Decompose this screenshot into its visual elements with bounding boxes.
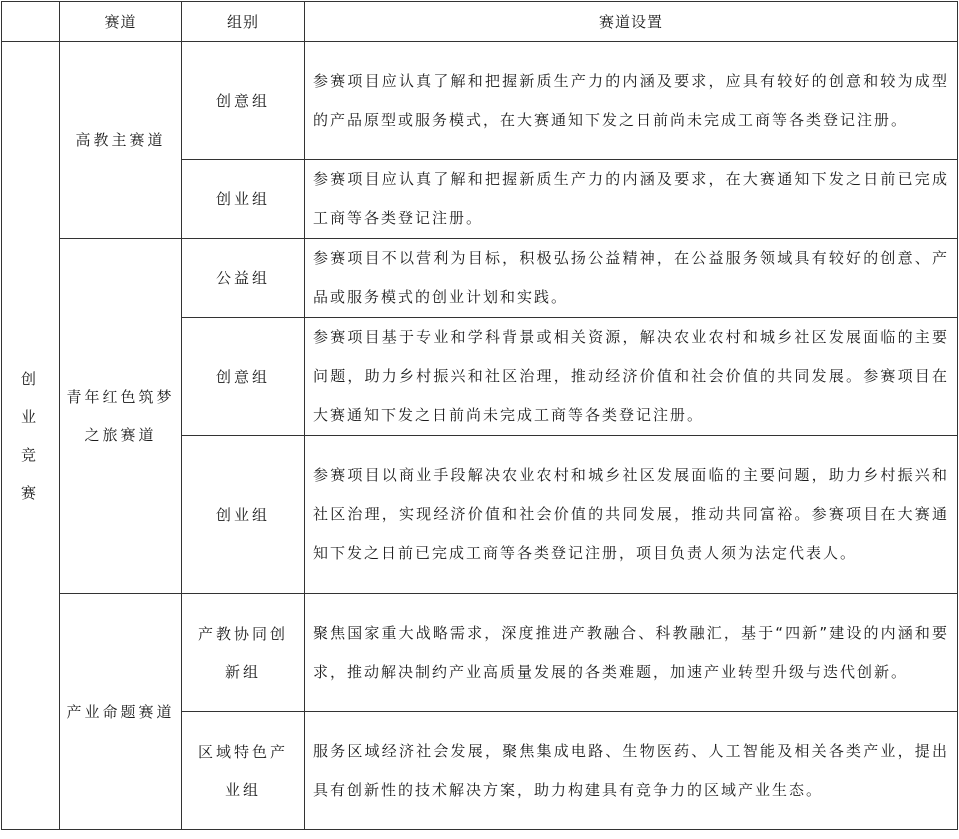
group-description: 参赛项目应认真了解和把握新质生产力的内涵及要求，在大赛通知下发之日前已完成工商等各类登记注册。 [305, 160, 958, 239]
section-label: 创业竞赛 [2, 42, 60, 830]
group-description: 参赛项目基于专业和学科背景或相关资源，解决农业农村和城乡社区发展面临的主要问题，助力乡村振兴和社区治理，推动经济价值和社会价值的共同发展。参赛项目在大赛通知下发之日前尚未完成工商等各类登记注册。 [305, 318, 958, 436]
header-track: 赛道 [60, 2, 182, 42]
header-blank [2, 2, 60, 42]
group-description: 参赛项目以商业手段解决农业农村和城乡社区发展面临的主要问题，助力乡村振兴和社区治理，实现经济价值和社会价值的共同发展，推动共同富裕。参赛项目在大赛通知下发之日前已完成工商等各类登记注册，项目负责人须为法定代表人。 [305, 436, 958, 594]
group-description: 聚焦国家重大战略需求，深度推进产教融合、科教融汇，基于“四新”建设的内涵和要求，推动解决制约产业高质量发展的各类难题，加速产业转型升级与迭代创新。 [305, 594, 958, 712]
group-name: 产教协同创新组 [182, 594, 305, 712]
table-row [2, 594, 958, 712]
group-name: 创意组 [182, 42, 305, 160]
track-name: 青年红色筑梦之旅赛道 [60, 239, 182, 594]
group-name: 创业组 [182, 436, 305, 594]
track-settings-table [1, 1, 958, 830]
group-description: 服务区域经济社会发展，聚焦集成电路、生物医药、人工智能及相关各类产业，提出具有创新性的技术解决方案，助力构建具有竞争力的区域产业生态。 [305, 712, 958, 830]
header-row [2, 2, 958, 42]
group-name: 公益组 [182, 239, 305, 318]
table-row [2, 42, 958, 160]
group-name: 区域特色产业组 [182, 712, 305, 830]
group-description: 参赛项目应认真了解和把握新质生产力的内涵及要求，应具有较好的创意和较为成型的产品原型或服务模式，在大赛通知下发之日前尚未完成工商等各类登记注册。 [305, 42, 958, 160]
track-name: 高教主赛道 [60, 42, 182, 239]
group-name: 创意组 [182, 318, 305, 436]
table-row [2, 239, 958, 318]
group-name: 创业组 [182, 160, 305, 239]
track-name: 产业命题赛道 [60, 594, 182, 830]
header-group: 组别 [182, 2, 305, 42]
header-setting: 赛道设置 [305, 2, 958, 42]
group-description: 参赛项目不以营利为目标，积极弘扬公益精神，在公益服务领域具有较好的创意、产品或服务模式的创业计划和实践。 [305, 239, 958, 318]
